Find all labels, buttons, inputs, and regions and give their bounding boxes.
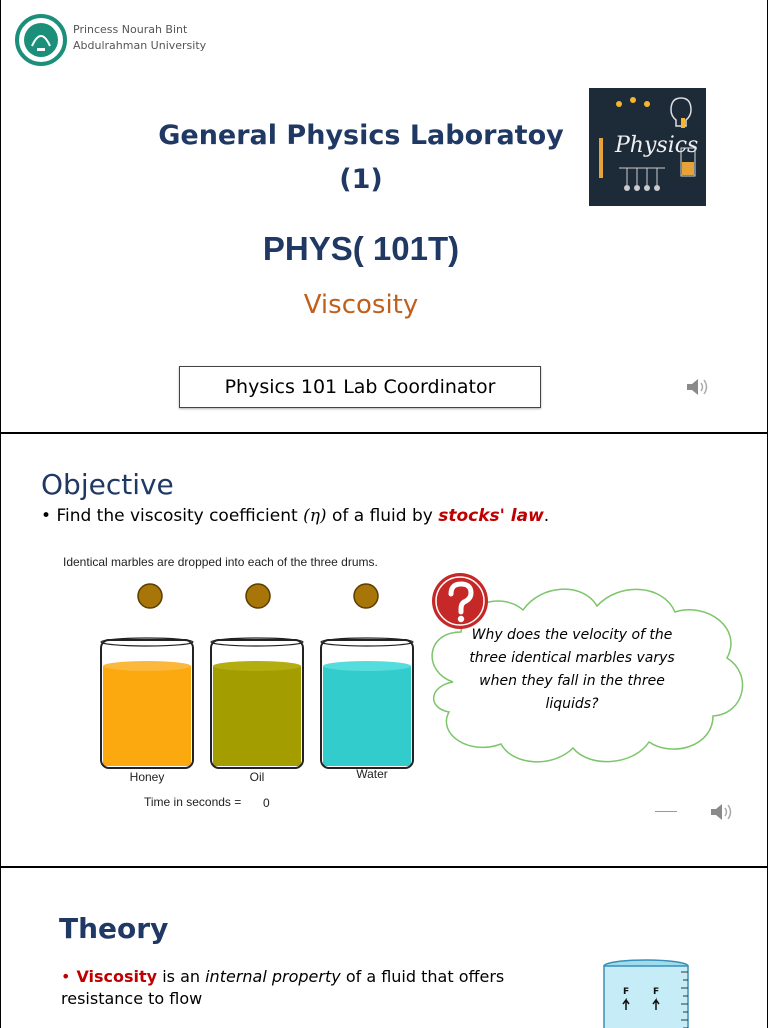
force-label-v: F [653, 987, 660, 997]
marble-oil [246, 584, 270, 608]
coordinator-box [179, 366, 541, 408]
objective-text-prefix: Find the viscosity coefficient [56, 506, 298, 526]
marble-water [354, 584, 378, 608]
time-label: Time in seconds = [144, 795, 242, 809]
title-slide [0, 0, 768, 433]
bullet-dot: • [41, 506, 57, 526]
stokes-law-keyword: stocks' law [438, 506, 544, 526]
time-value: 0 [263, 796, 270, 810]
drum-oil [211, 638, 303, 768]
viscosity-symbol: (η) [303, 506, 327, 526]
topic-title: Viscosity [303, 290, 419, 320]
cloud-question-text: Why does the velocity of the three identical marbles varys when they fall in the three liquids? [469, 627, 675, 712]
objective-text-end: . [543, 506, 550, 526]
physics-chalkboard-image [589, 88, 706, 206]
course-title [151, 114, 571, 202]
theory-slide [0, 867, 768, 1028]
marble-honey [138, 584, 162, 608]
drum-label-water: Water [356, 767, 388, 781]
course-title-line1: General Physics Laboratoy [158, 120, 564, 151]
physics-image-word: Physics [615, 133, 699, 158]
drum-water [321, 638, 413, 768]
drum-label-oil: Oil [249, 770, 265, 784]
speaker-icon[interactable] [709, 801, 735, 823]
objective-slide [0, 433, 768, 867]
theory-text-italic: internal property [205, 967, 341, 986]
theory-heading: Theory [59, 912, 169, 945]
drum-label-honey: Honey [129, 770, 165, 784]
objective-bullet [41, 506, 549, 526]
theory-text-part2: of a fluid that offers resistance to flow [61, 967, 505, 1008]
university-name-line2: Abdulrahman University [73, 39, 207, 52]
simulation-caption: Identical marbles are dropped into each of the three drums. [63, 555, 378, 569]
divider-dash [655, 811, 677, 812]
drum-honey [101, 638, 193, 768]
course-title-line2: (1) [339, 164, 383, 195]
bullet-dot: • [61, 967, 71, 986]
course-code: PHYS( 101T) [262, 230, 460, 267]
force-label-t: F [623, 987, 630, 997]
university-name [73, 22, 206, 54]
university-name-line1: Princess Nourah Bint [73, 23, 188, 36]
theory-bullet [61, 966, 531, 1010]
theory-text-part1: is an [162, 967, 201, 986]
speaker-icon[interactable] [685, 376, 711, 398]
viscosity-keyword: Viscosity [76, 967, 158, 986]
objective-heading: Objective [41, 468, 174, 501]
objective-text-middle: of a fluid by [331, 506, 433, 526]
question-mark-icon [431, 572, 489, 630]
graduated-cylinder-image [601, 958, 701, 1028]
university-logo [15, 8, 67, 72]
coordinator-label: Physics 101 Lab Coordinator [224, 376, 496, 398]
